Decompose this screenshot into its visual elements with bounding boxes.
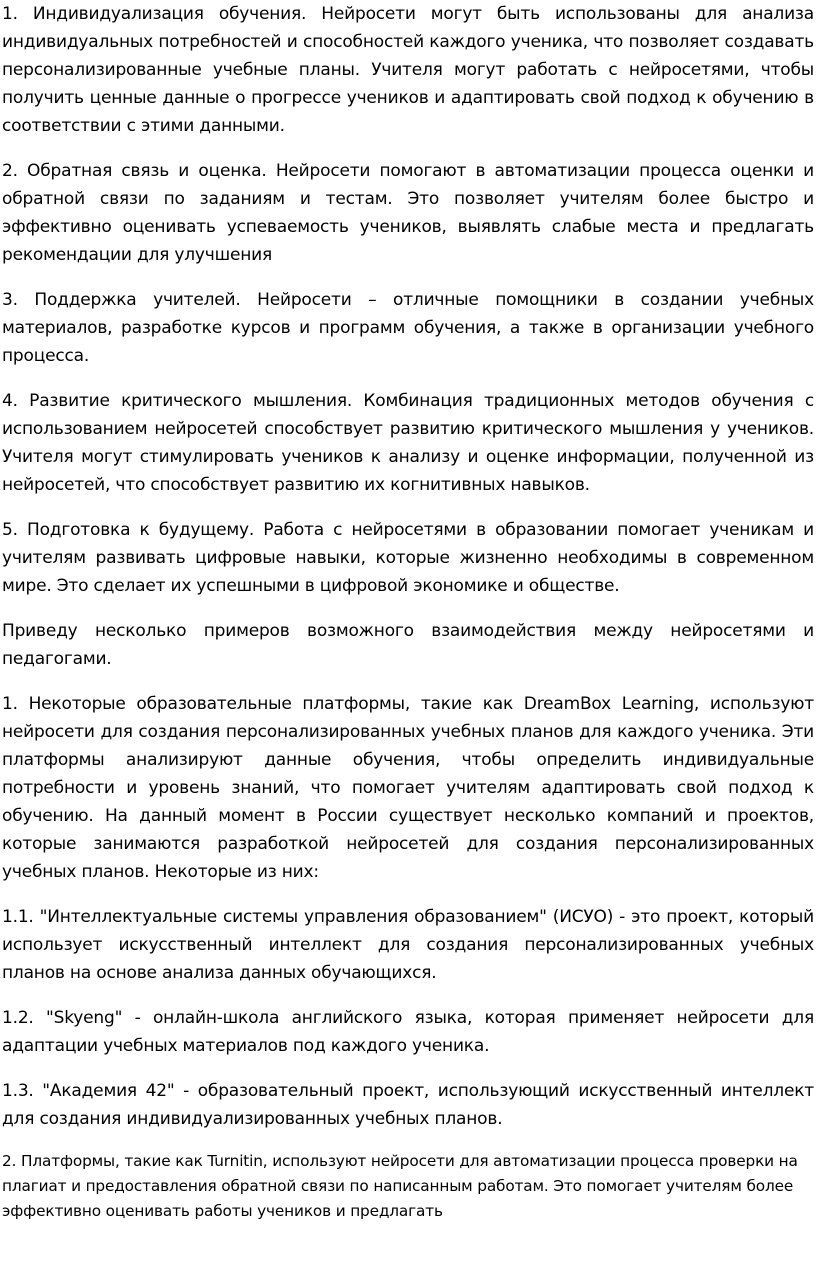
paragraph-examples-intro: Приведу несколько примеров возможного взаимодействия между нейросетями и педагогами. bbox=[2, 621, 814, 669]
paragraph-example-isuo: 1.1. "Интеллектуальные системы управления образованием" (ИСУО) - это проект, который использует искусственный интеллект для создания персонализированных учебных планов на основе анализа данных обучающихся. bbox=[2, 907, 814, 983]
paragraph-example-academy42: 1.3. "Академия 42" - образовательный проект, использующий искусственный интеллект для создания индивидуализированных учебных планов. bbox=[2, 1081, 814, 1129]
paragraph-critical-thinking: 4. Развитие критического мышления. Комбинация традиционных методов обучения с использованием нейросетей способствует развитию критического мышления у учеников. Учителя могут стимулировать учеников к анализу и оценке информации, полученной из нейросетей, что способствует развитию их когнитивных навыков. bbox=[2, 391, 814, 495]
paragraph-example-skyeng: 1.2. "Skyeng" - онлайн-школа английского языка, которая применяет нейросети для адаптации учебных материалов под каждого ученика. bbox=[2, 1008, 814, 1056]
paragraph-future-preparation: 5. Подготовка к будущему. Работа с нейросетями в образовании помогает ученикам и учителям развивать цифровые навыки, которые жизненно необходимы в современном мире. Это сделает их успешными в цифровой экономике и обществе. bbox=[2, 520, 814, 596]
paragraph-turnitin: 2. Платформы, такие как Turnitin, используют нейросети для автоматизации процесса проверки на плагиат и предоставления обратной связи по написанным работам. Это помогает учителям более эффективно оценивать работы учеников и предлагать bbox=[2, 1152, 798, 1220]
paragraph-teacher-support: 3. Поддержка учителей. Нейросети – отличные помощники в создании учебных материалов, разработке курсов и программ обучения, а также в организации учебного процесса. bbox=[2, 290, 814, 366]
paragraph-individualization: 1. Индивидуализация обучения. Нейросети могут быть использованы для анализа индивидуальных потребностей и способностей каждого ученика, что позволяет создавать персонализированные учебные планы. Учителя могут работать с нейросетями, чтобы получить ценные данные о прогрессе учеников и адаптировать свой подход к обучению в соответствии с этими данными. bbox=[2, 4, 814, 136]
paragraph-feedback: 2. Обратная связь и оценка. Нейросети помогают в автоматизации процесса оценки и обратной связи по заданиям и тестам. Это позволяет учителям более быстро и эффективно оценивать успеваемость учеников, выявлять слабые места и предлагать рекомендации для улучшения bbox=[2, 161, 814, 265]
paragraph-example-dreambox: 1. Некоторые образовательные платформы, такие как DreamBox Learning, используют нейросети для создания персонализированных учебных планов для каждого ученика. Эти платформы анализируют данные обучения, чтобы определить индивидуальные потребности и уровень знаний, что помогает учителям адаптировать свой подход к обучению. На данный момент в России существует несколько компаний и проектов, которые занимаются разработкой нейросетей для создания персонализированных учебных планов. Некоторые из них: bbox=[2, 694, 814, 882]
